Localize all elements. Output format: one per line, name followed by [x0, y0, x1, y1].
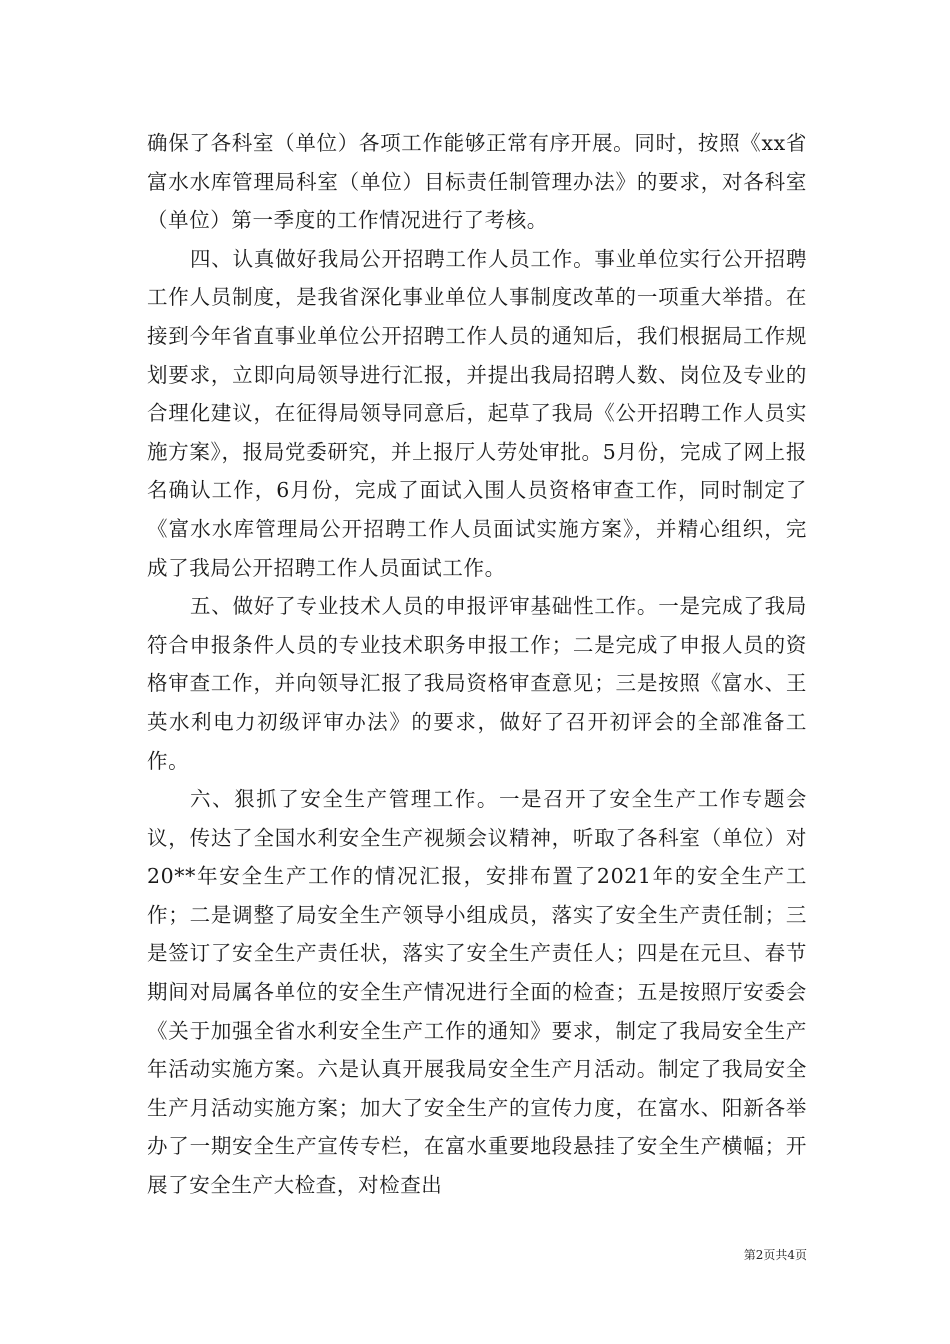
paragraph: 确保了各科室（单位）各项工作能够正常有序开展。同时，按照《xx省富水水库管理局科室（单位）目标责任制管理办法》的要求，对各科室（单位）第一季度的工作情况进行了考核。 [147, 131, 807, 233]
paragraph: 六、狠抓了安全生产管理工作。一是召开了安全生产工作专题会议，传达了全国水利安全生产视频会议精神，听取了各科室（单位）对20**年安全生产工作的情况汇报，安排布置了2021年的安全生产工作；二是调整了局安全生产领导小组成员，落实了安全生产责任制；三是签订了安全生产责任状，落实了安全生产责任人；四是在元旦、春节期间对局属各单位的安全生产情况进行全面的检查；五是按照厅安委会《关于加强全省水利安全生产工作的通知》要求，制定了我局安全生产年活动实施方案。六是认真开展我局安全生产月活动。制定了我局安全生产月活动实施方案；加大了安全生产的宣传力度，在富水、阳新各举办了一期安全生产宣传专栏，在富水重要地段悬挂了安全生产横幅；开展了安全生产大检查，对检查出 [147, 787, 807, 1198]
paragraph: 五、做好了专业技术人员的申报评审基础性工作。一是完成了我局符合申报条件人员的专业技术职务申报工作；二是完成了申报人员的资格审查工作，并向领导汇报了我局资格审查意见；三是按照《富水、王英水利电力初级评审办法》的要求，做好了召开初评会的全部准备工作。 [147, 594, 807, 773]
paragraph: 四、认真做好我局公开招聘工作人员工作。事业单位实行公开招聘工作人员制度，是我省深化事业单位人事制度改革的一项重大举措。在接到今年省直事业单位公开招聘工作人员的通知后，我们根据局工作规划要求，立即向局领导进行汇报，并提出我局招聘人数、岗位及专业的合理化建议，在征得局领导同意后，起草了我局《公开招聘工作人员实施方案》，报局党委研究，并上报厅人劳处审批。5月份，完成了网上报名确认工作，6月份，完成了面试入围人员资格审查工作，同时制定了《富水水库管理局公开招聘工作人员面试实施方案》，并精心组织，完成了我局公开招聘工作人员面试工作。 [147, 246, 807, 580]
document-body [147, 124, 807, 1205]
page-number-footer: 第2页共4页 [743, 1248, 807, 1262]
